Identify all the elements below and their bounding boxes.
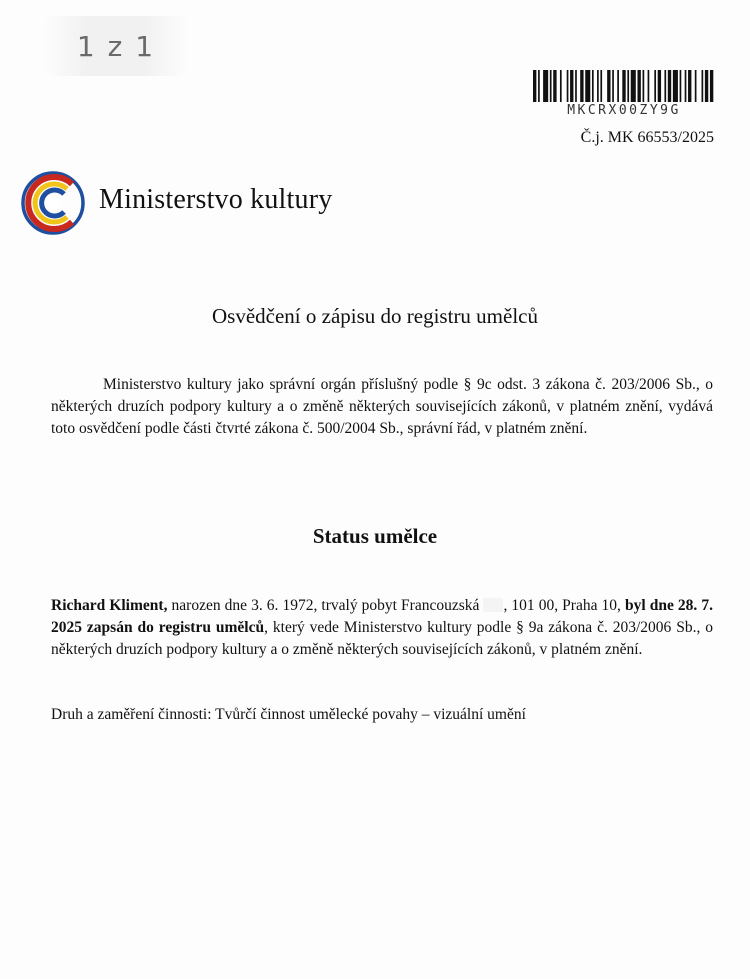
status-title: Status umělce [312, 524, 438, 548]
person-name: Richard Kliment, [51, 597, 168, 614]
page-counter: 1 z 1 [44, 16, 188, 76]
main-text-1: narozen dne 3. 6. 1972, trvalý pobyt Francouzská [167, 597, 484, 614]
barcode-block [533, 70, 715, 118]
barcode-text: MKCRX00ZY9G [567, 103, 681, 118]
reference-number: Č.j. MK 66553/2025 [580, 129, 714, 146]
ministry-name: Ministerstvo kultury [99, 184, 333, 215]
barcode-icon [533, 70, 715, 102]
activity-line: Druh a zaměření činnosti: Tvůrčí činnost umělecké povahy – vizuální umění [51, 706, 526, 723]
main-text-3: , který vede Ministerstvo kultury podle § 9a zákona č. 203/2006 Sb., o některých druzích podpory kultury a o změně některých souvisejících zákonů, v platném znění. [51, 619, 713, 658]
main-text-2: , 101 00, Praha 10, [503, 597, 625, 614]
intro-paragraph: Ministerstvo kultury jako správní orgán příslušný podle § 9c odst. 3 zákona č. 203/2006 Sb., o některých druzích podpory kultury a o změně některých souvisejících zákonů, v platném znění, vydává toto osvědčení podle části čtvrté zákona č. 500/2004 Sb., správní řád, v platném znění. [51, 376, 713, 437]
main-paragraph [51, 595, 713, 661]
document-title: Osvědčení o zápisu do registru umělců [212, 304, 538, 328]
redacted-house-number [483, 598, 503, 612]
ministry-of-culture-logo [20, 170, 86, 236]
registration-date: byl dne 28. 7. 2025 zapsán do registru umělců [51, 597, 713, 636]
